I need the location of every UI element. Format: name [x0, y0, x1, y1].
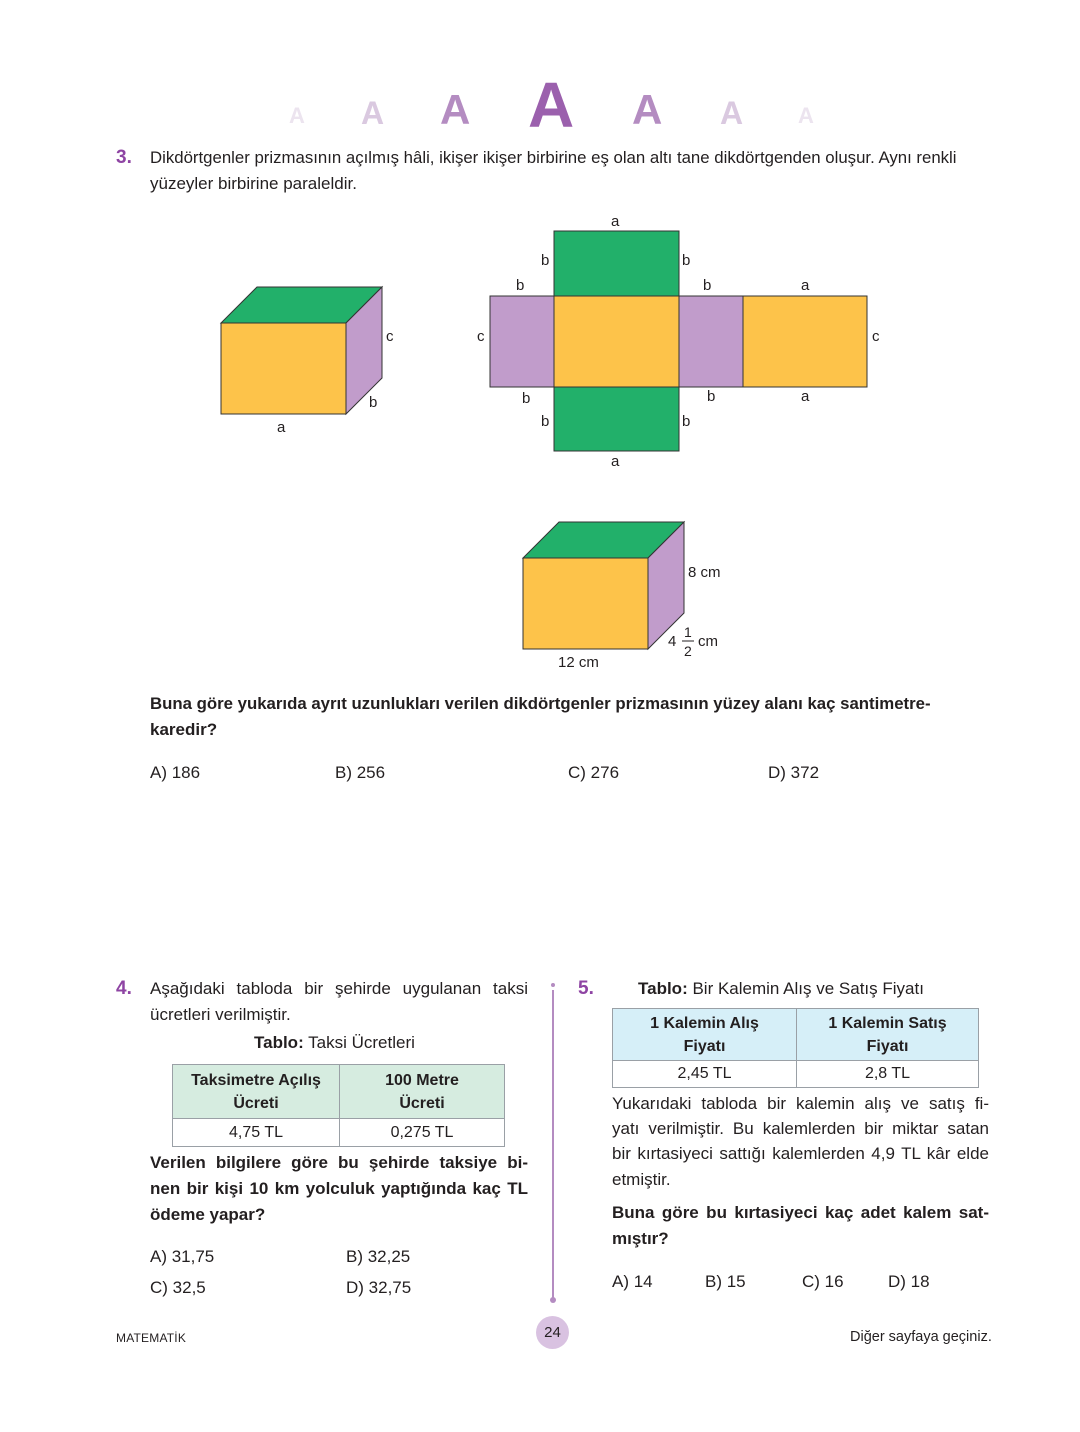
header-line: 1 Kalemin Satış — [828, 1014, 947, 1032]
net-label-b: b — [522, 390, 531, 407]
prism-label-c: c — [386, 328, 394, 345]
net-label-a: a — [801, 277, 810, 294]
net-left-face — [490, 296, 554, 387]
question-text: bir kırtasiyeci sattığı kalemlerden 4,9 TL kâr elde — [612, 1144, 989, 1163]
option-d[interactable]: D) 372 — [768, 763, 820, 782]
table-caption-label: Tablo: — [638, 979, 688, 998]
net-label-b: b — [541, 252, 550, 269]
net-label-b: b — [707, 388, 716, 405]
option-a[interactable]: A) 31,75 — [150, 1247, 215, 1266]
option-b[interactable]: B) 256 — [335, 763, 386, 782]
depth-denominator: 2 — [684, 643, 692, 659]
table-caption-label: Tablo: — [254, 1033, 304, 1052]
table-header-cell — [613, 1009, 797, 1061]
example-prism-front-face — [523, 558, 648, 649]
question-text: ücretleri verilmiştir. — [150, 1005, 291, 1024]
question-prompt: Buna göre bu kırtasiyeci kaç adet kalem sat- — [612, 1203, 989, 1222]
question-prompt: ödeme yapar? — [150, 1205, 266, 1224]
prism-label-a: a — [277, 419, 286, 436]
question-text: Aşağıdaki tabloda bir şehirde uygulanan taksi — [150, 979, 528, 998]
table-caption — [254, 1033, 415, 1053]
header-line: Ücreti — [399, 1094, 445, 1112]
net-back-face — [743, 296, 867, 387]
header-line: Fiyatı — [866, 1037, 909, 1055]
question-prompt: Verilen bilgilere göre bu şehirde taksiye bi- — [150, 1153, 528, 1172]
table-cell: 2,8 TL — [797, 1061, 979, 1088]
net-front-face — [554, 296, 679, 387]
net-label-b: b — [682, 413, 691, 430]
question-number: 4. — [116, 978, 132, 999]
question-text: etmiştir. — [612, 1170, 671, 1189]
question-prompt: mıştır? — [612, 1229, 669, 1248]
option-b[interactable]: B) 32,25 — [346, 1247, 411, 1266]
option-d[interactable]: D) 32,75 — [346, 1278, 412, 1297]
footer-subject: MATEMATİK — [116, 1331, 187, 1345]
net-label-b: b — [541, 413, 550, 430]
page-number: 24 — [544, 1324, 561, 1341]
question-text: yüzeyler birbirine paraleldir. — [150, 174, 357, 193]
option-a[interactable]: A) 14 — [612, 1272, 653, 1291]
header-letter: A — [798, 103, 814, 128]
question-prompt: karedir? — [150, 720, 218, 739]
prism-front-face — [221, 323, 346, 414]
length-label: 12 cm — [558, 654, 599, 671]
table-header-cell — [340, 1065, 505, 1119]
option-c[interactable]: C) 32,5 — [150, 1278, 206, 1297]
net-label-a: a — [611, 453, 620, 470]
depth-whole: 4 — [668, 633, 677, 650]
question-text: yatı verilmiştir. Bu kalemlerden bir miktar satan — [612, 1119, 989, 1138]
net-label-a: a — [611, 213, 620, 230]
page-number-badge — [536, 1316, 569, 1349]
height-label: 8 cm — [688, 564, 721, 581]
option-c[interactable]: C) 276 — [568, 763, 620, 782]
example-prism-diagram — [510, 515, 740, 675]
net-bottom-face — [554, 387, 679, 451]
header-line: Ücreti — [233, 1094, 279, 1112]
header-line: Fiyatı — [683, 1037, 726, 1055]
question-text: Dikdörtgenler prizmasının açılmış hâli, ikişer ikişer birbirine eş olan altı tane dikdörtgenden oluşur. Aynı renkli — [150, 148, 957, 167]
header-line: 100 Metre — [385, 1071, 459, 1089]
prism-net-diagram — [470, 205, 890, 480]
table-header-cell — [797, 1009, 979, 1061]
question-number: 5. — [578, 978, 594, 999]
depth-numerator: 1 — [684, 624, 692, 640]
header-letter: A — [632, 86, 663, 133]
option-d[interactable]: D) 18 — [888, 1272, 930, 1291]
question-prompt: nen bir kişi 10 km yolculuk yaptığında kaç TL — [150, 1179, 528, 1198]
taxi-fare-table — [172, 1064, 505, 1147]
column-divider — [545, 980, 561, 1310]
prism-label-b: b — [369, 394, 378, 411]
question-prompt: Buna göre yukarıda ayrıt uzunlukları verilen dikdörtgenler prizmasının yüzey alanı kaç santimetre- — [150, 694, 931, 713]
net-label-b: b — [682, 252, 691, 269]
net-label-c: c — [477, 328, 485, 345]
net-label-b: b — [703, 277, 712, 294]
net-label-a: a — [801, 388, 810, 405]
option-c[interactable]: C) 16 — [802, 1272, 844, 1291]
option-a[interactable]: A) 186 — [150, 763, 201, 782]
net-top-face — [554, 231, 679, 296]
footer-next-page: Diğer sayfaya geçiniz. — [850, 1329, 992, 1345]
net-right-face — [679, 296, 743, 387]
header-line: 1 Kalemin Alış — [650, 1014, 759, 1032]
depth-unit: cm — [698, 633, 718, 650]
question-number: 3. — [116, 147, 132, 168]
header-letter: A — [528, 69, 575, 141]
table-cell: 2,45 TL — [613, 1061, 797, 1088]
table-caption-text: Taksi Ücretleri — [308, 1033, 415, 1052]
header-letter: A — [720, 95, 744, 131]
prism-diagram — [210, 280, 410, 440]
table-header-cell — [173, 1065, 340, 1119]
header-letter: A — [440, 86, 471, 133]
net-label-b: b — [516, 277, 525, 294]
header-line: Taksimetre Açılış — [191, 1071, 321, 1089]
table-cell: 0,275 TL — [340, 1119, 505, 1147]
question-text: Yukarıdaki tabloda bir kalemin alış ve satış fi- — [612, 1094, 989, 1113]
table-caption — [638, 979, 924, 999]
table-cell: 4,75 TL — [173, 1119, 340, 1147]
pen-price-table — [612, 1008, 979, 1088]
header-letter: A — [361, 95, 385, 131]
option-b[interactable]: B) 15 — [705, 1272, 746, 1291]
table-caption-text: Bir Kalemin Alış ve Satış Fiyatı — [692, 979, 924, 998]
header-letter: A — [289, 103, 305, 128]
net-label-c: c — [872, 328, 880, 345]
